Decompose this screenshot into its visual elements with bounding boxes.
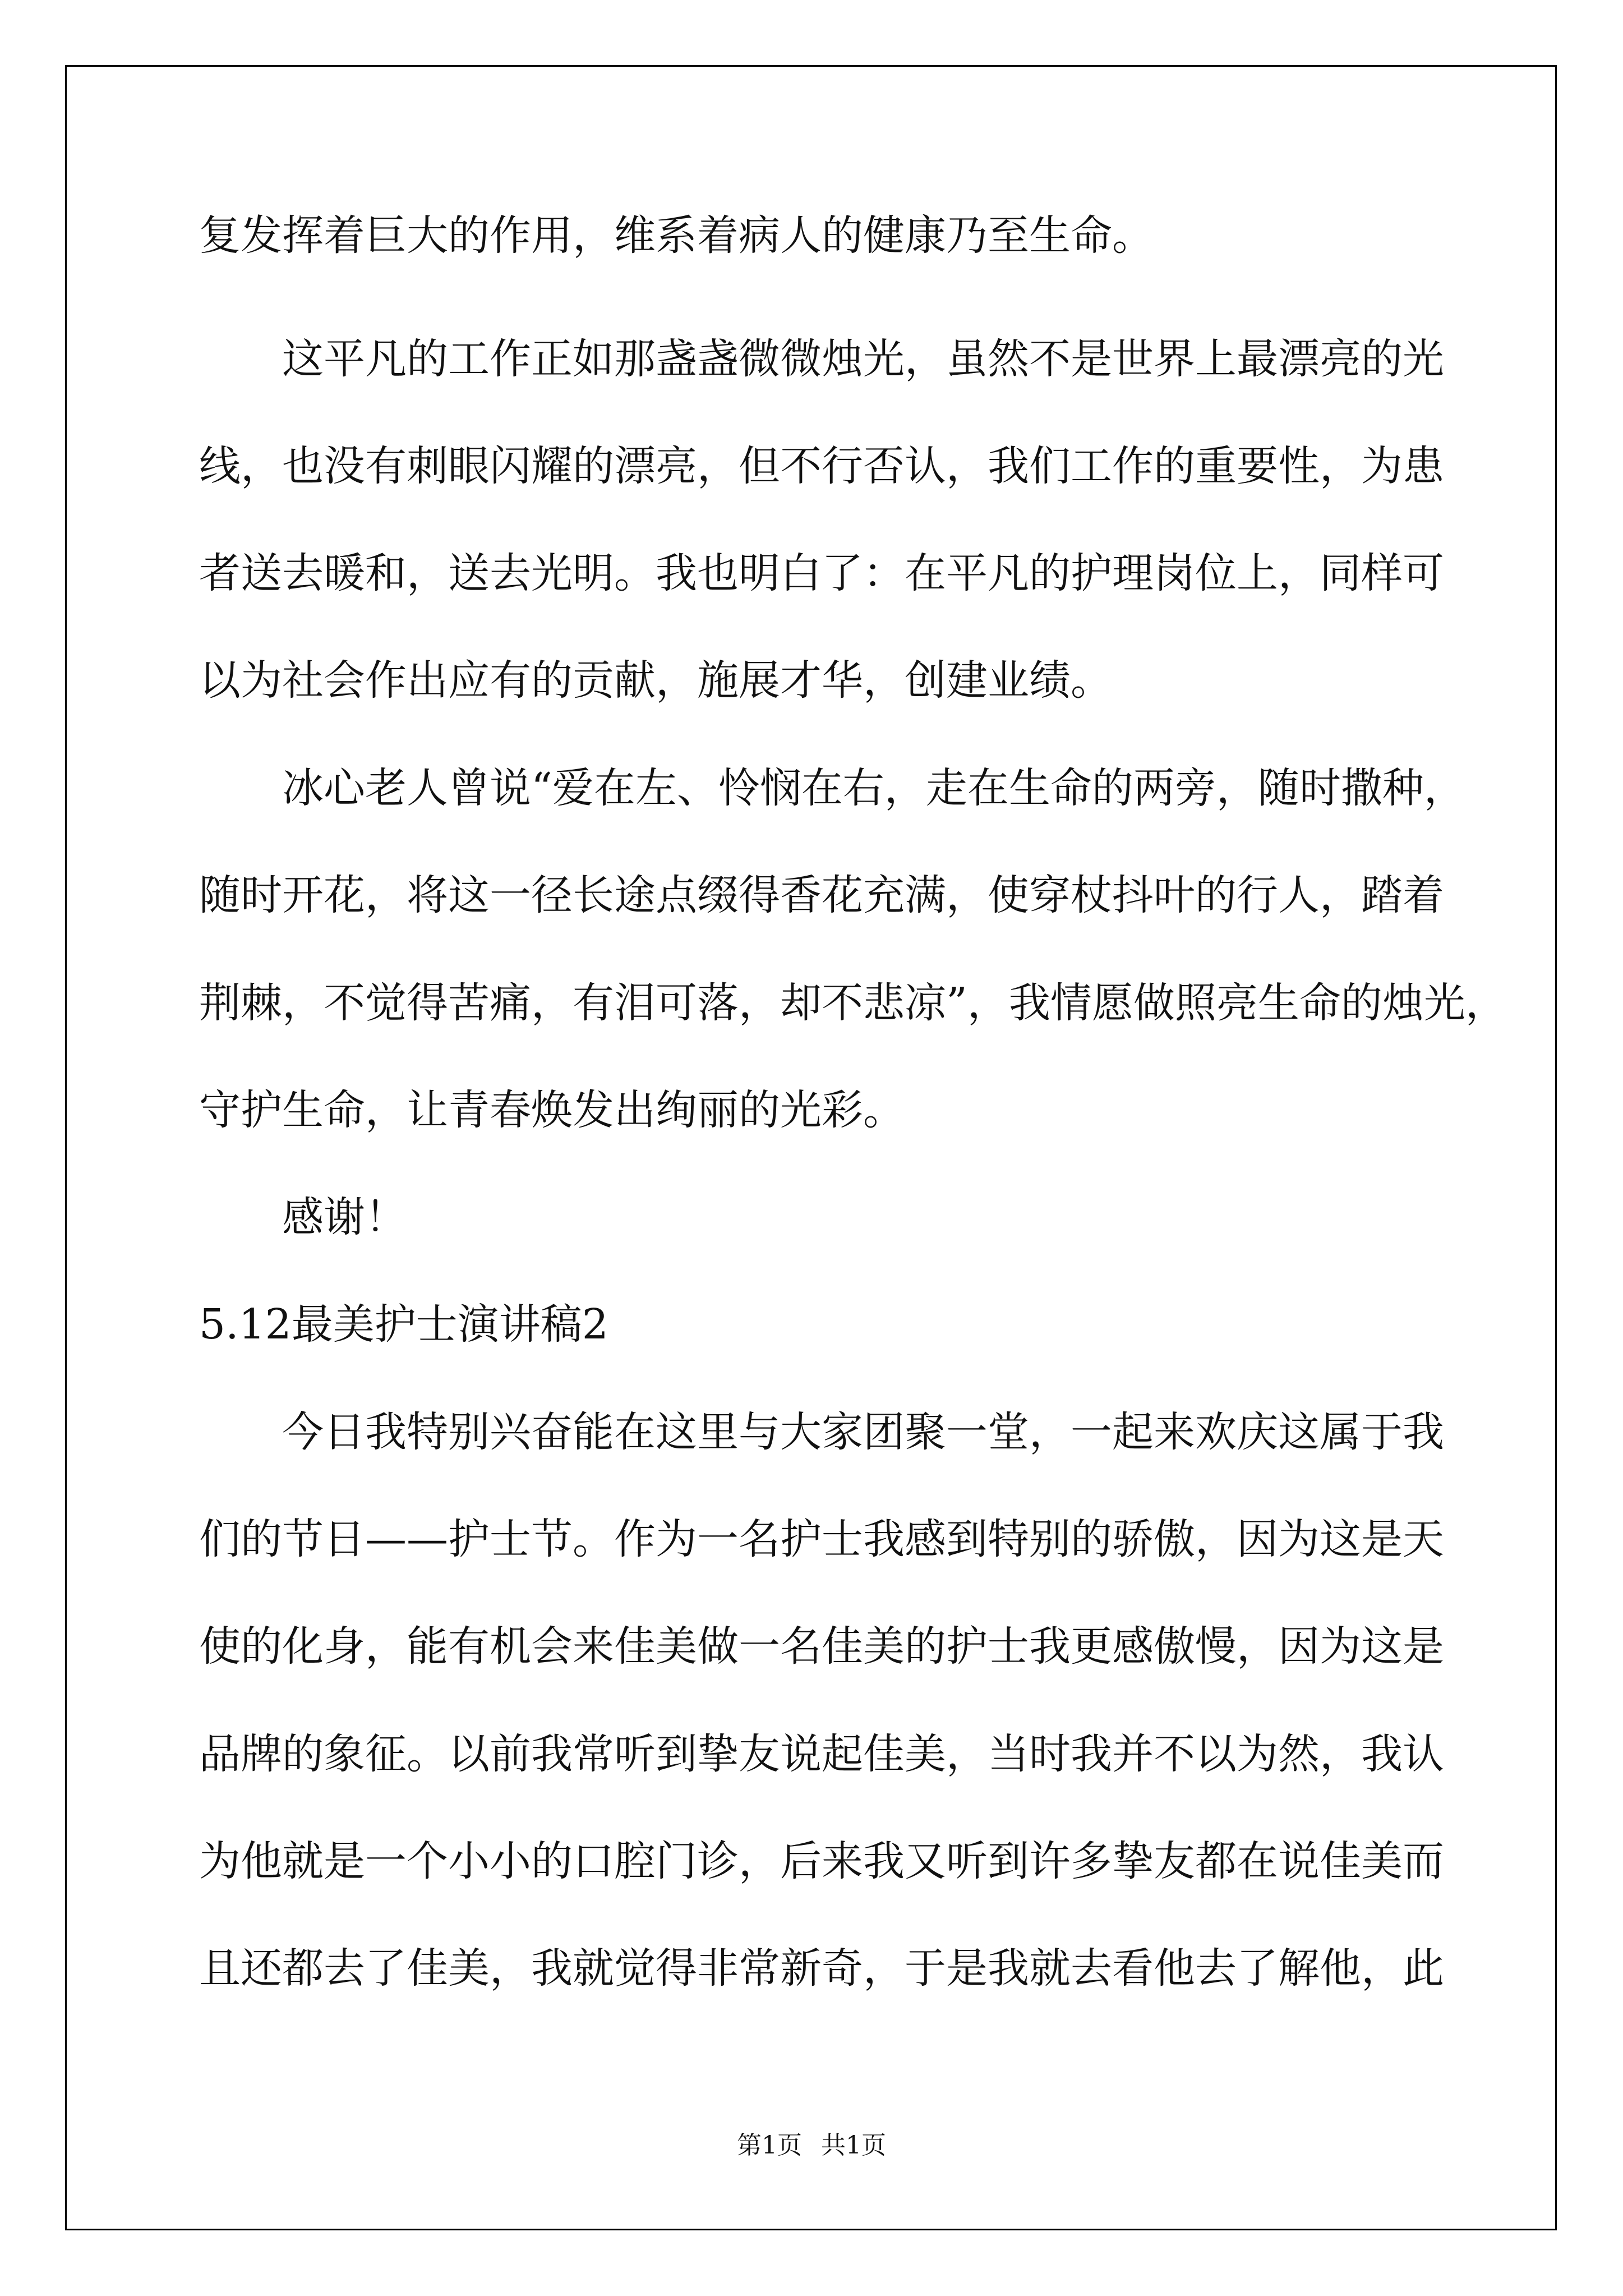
page-border [65,65,1557,2230]
text-line: 者送去暖和，送去光明。我也明白了：在平凡的护理岗位上，同样可 [199,549,1444,597]
paragraph-line: 今日我特别兴奋能在这里与大家团聚一堂，一起来欢庆这属于我 [282,1408,1444,1456]
closing-line: 感谢！ [282,1193,407,1241]
text-line: 荆棘，不觉得苦痛，有泪可落，却不悲凉”，我情愿做照亮生命的烛光， [199,979,1507,1027]
text-line: 品牌的象征。以前我常听到挚友说起佳美，当时我并不以为然，我认 [199,1730,1444,1778]
text-line: 复发挥着巨大的作用，维系着病人的健康乃至生命。 [199,211,1154,260]
section-heading: 5.12最美护士演讲稿2 [199,1300,608,1349]
text-line: 线，也没有刺眼闪耀的漂亮，但不行否认，我们工作的重要性，为患 [199,442,1444,490]
text-line: 为他就是一个小小的口腔门诊，后来我又听到许多挚友都在说佳美而 [199,1837,1444,1885]
text-line: 使的化身，能有机会来佳美做一名佳美的护士我更感傲慢，因为这是 [199,1622,1444,1671]
text-line: 随时开花，将这一径长途点缀得香花充满，使穿杖抖叶的行人，踏着 [199,871,1444,919]
page-number: 第1页 [737,2131,802,2160]
paragraph-line: 冰心老人曾说“爱在左、怜悯在右，走在生命的两旁，随时撒种， [282,764,1465,812]
page-footer [0,2130,1623,2161]
text-line: 们的节日——护士节。作为一名护士我感到特别的骄傲，因为这是天 [199,1515,1444,1563]
text-line: 以为社会作出应有的贡献，施展才华，创建业绩。 [199,656,1112,705]
text-line: 且还都去了佳美，我就觉得非常新奇，于是我就去看他去了解他，此 [199,1944,1444,1993]
page-total: 共1页 [821,2131,886,2160]
paragraph-line: 这平凡的工作正如那盏盏微微烛光，虽然不是世界上最漂亮的光 [282,335,1444,383]
text-line: 守护生命，让青春焕发出绚丽的光彩。 [199,1086,905,1134]
